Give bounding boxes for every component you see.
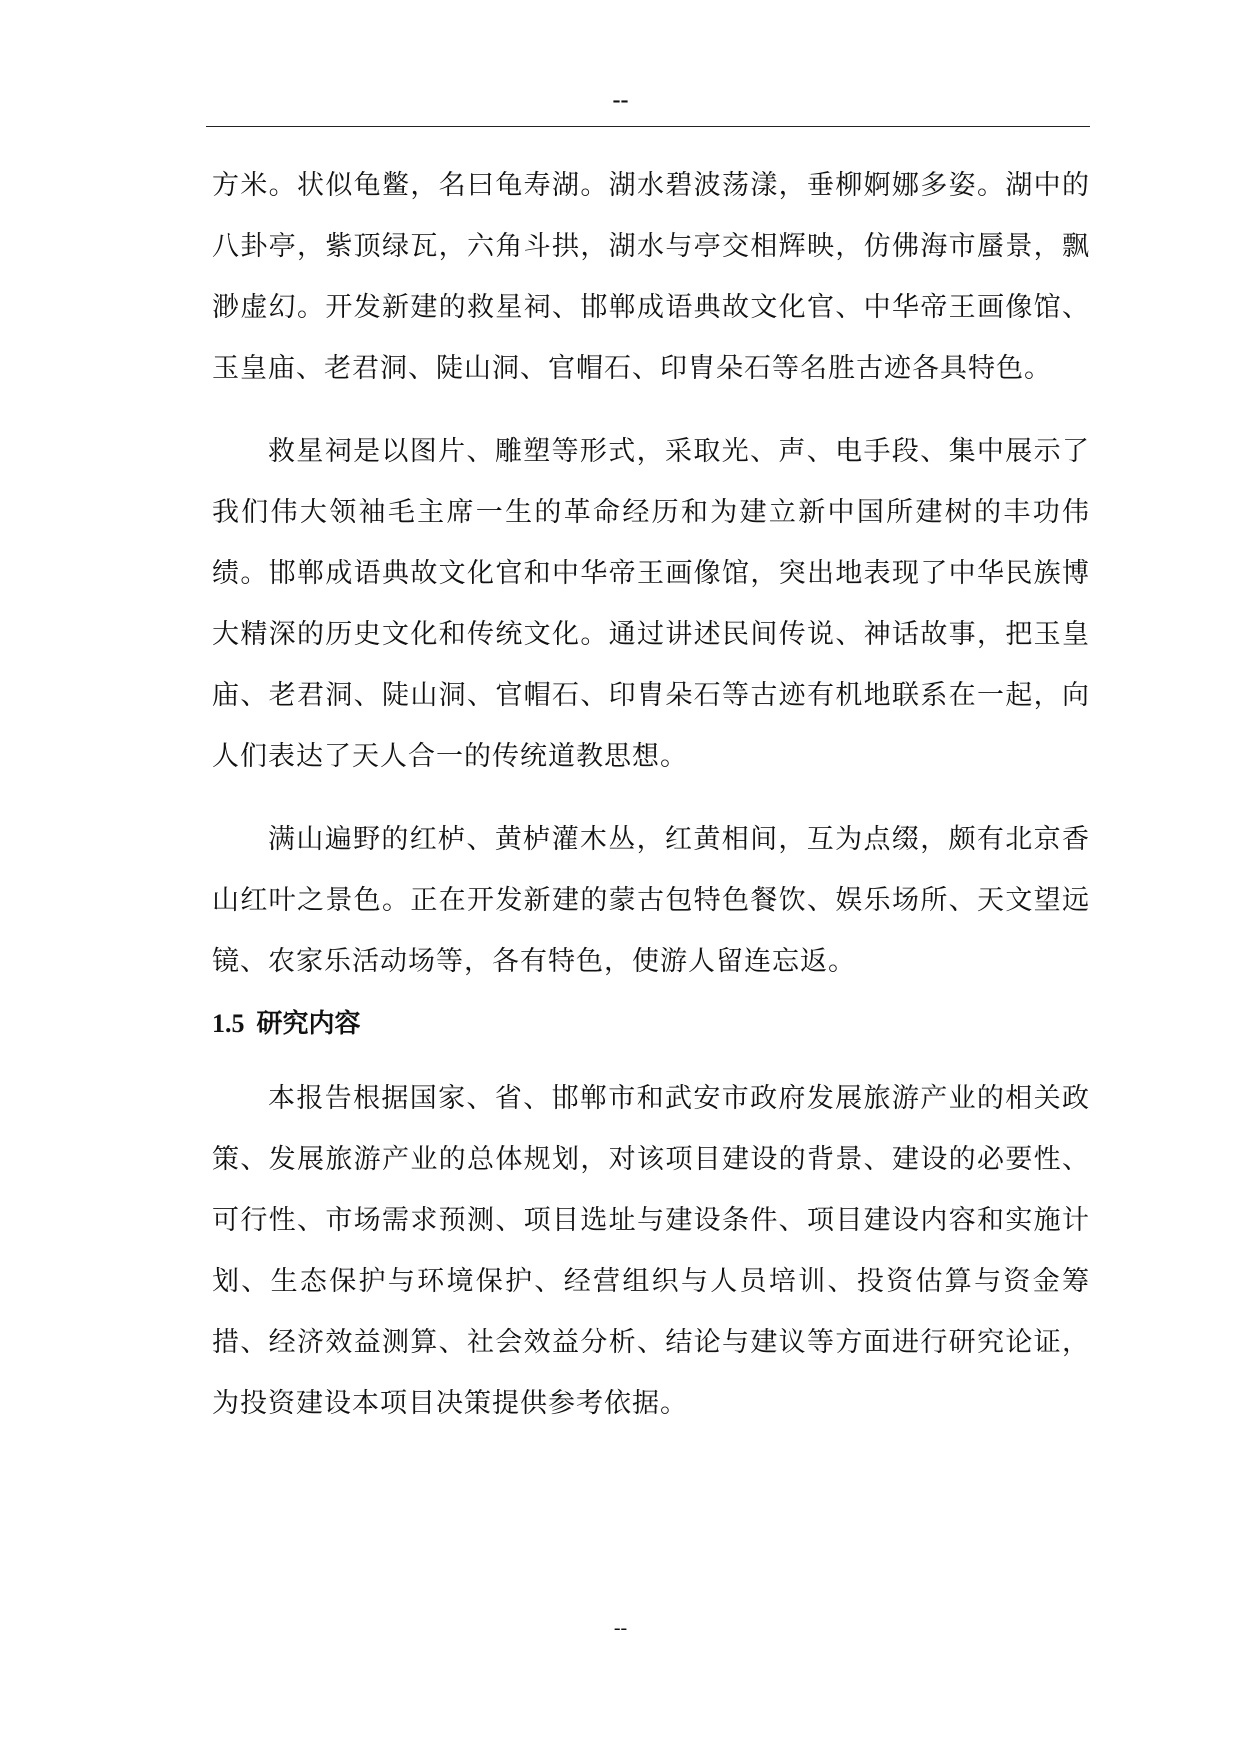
paragraph-jiuxingci: 救星祠是以图片、雕塑等形式，采取光、声、电手段、集中展示了我们伟大领袖毛主席一生的革命经历和为建立新中国所建树的丰功伟绩。邯郸成语典故文化官和中华帝王画像馆，突出地表现了中华民族博大精深的历史文化和传统文化。通过讲述民间传说、神话故事，把玉皇庙、老君洞、陡山洞、官帽石、印胄朵石等古迹有机地联系在一起，向人们表达了天人合一的传统道教思想。 — [212, 436, 1090, 772]
page-header-mark: -- — [612, 87, 629, 113]
section-title: 研究内容 — [256, 1009, 361, 1039]
page-footer-mark: -- — [613, 1617, 628, 1639]
paragraph-scenery: 满山遍野的红栌、黄栌灌木丛，红黄相间，互为点缀，颇有北京香山红叶之景色。正在开发新建的蒙古包特色餐饮、娱乐场所、天文望远镜、农家乐活动场等，各有特色，使游人留连忘返。 — [212, 824, 1090, 977]
section-number: 1.5 — [212, 1009, 245, 1038]
header-rule — [206, 126, 1090, 127]
section-heading — [212, 992, 1090, 1056]
paragraph-continued: 方米。状似龟鳖，名曰龟寿湖。湖水碧波荡漾，垂柳婀娜多姿。湖中的八卦亭，紫顶绿瓦，六角斗拱，湖水与亭交相辉映，仿佛海市蜃景，飘渺虚幻。开发新建的救星祠、邯郸成语典故文化官、中华帝王画像馆、玉皇庙、老君洞、陡山洞、官帽石、印胄朵石等名胜古迹各具特色。 — [212, 170, 1090, 384]
document-body — [212, 155, 1090, 1434]
paragraph-research-content: 本报告根据国家、省、邯郸市和武安市政府发展旅游产业的相关政策、发展旅游产业的总体规划，对该项目建设的背景、建设的必要性、可行性、市场需求预测、项目选址与建设条件、项目建设内容和实施计划、生态保护与环境保护、经营组织与人员培训、投资估算与资金筹措、经济效益测算、社会效益分析、结论与建议等方面进行研究论证，为投资建设本项目决策提供参考依据。 — [212, 1083, 1090, 1419]
